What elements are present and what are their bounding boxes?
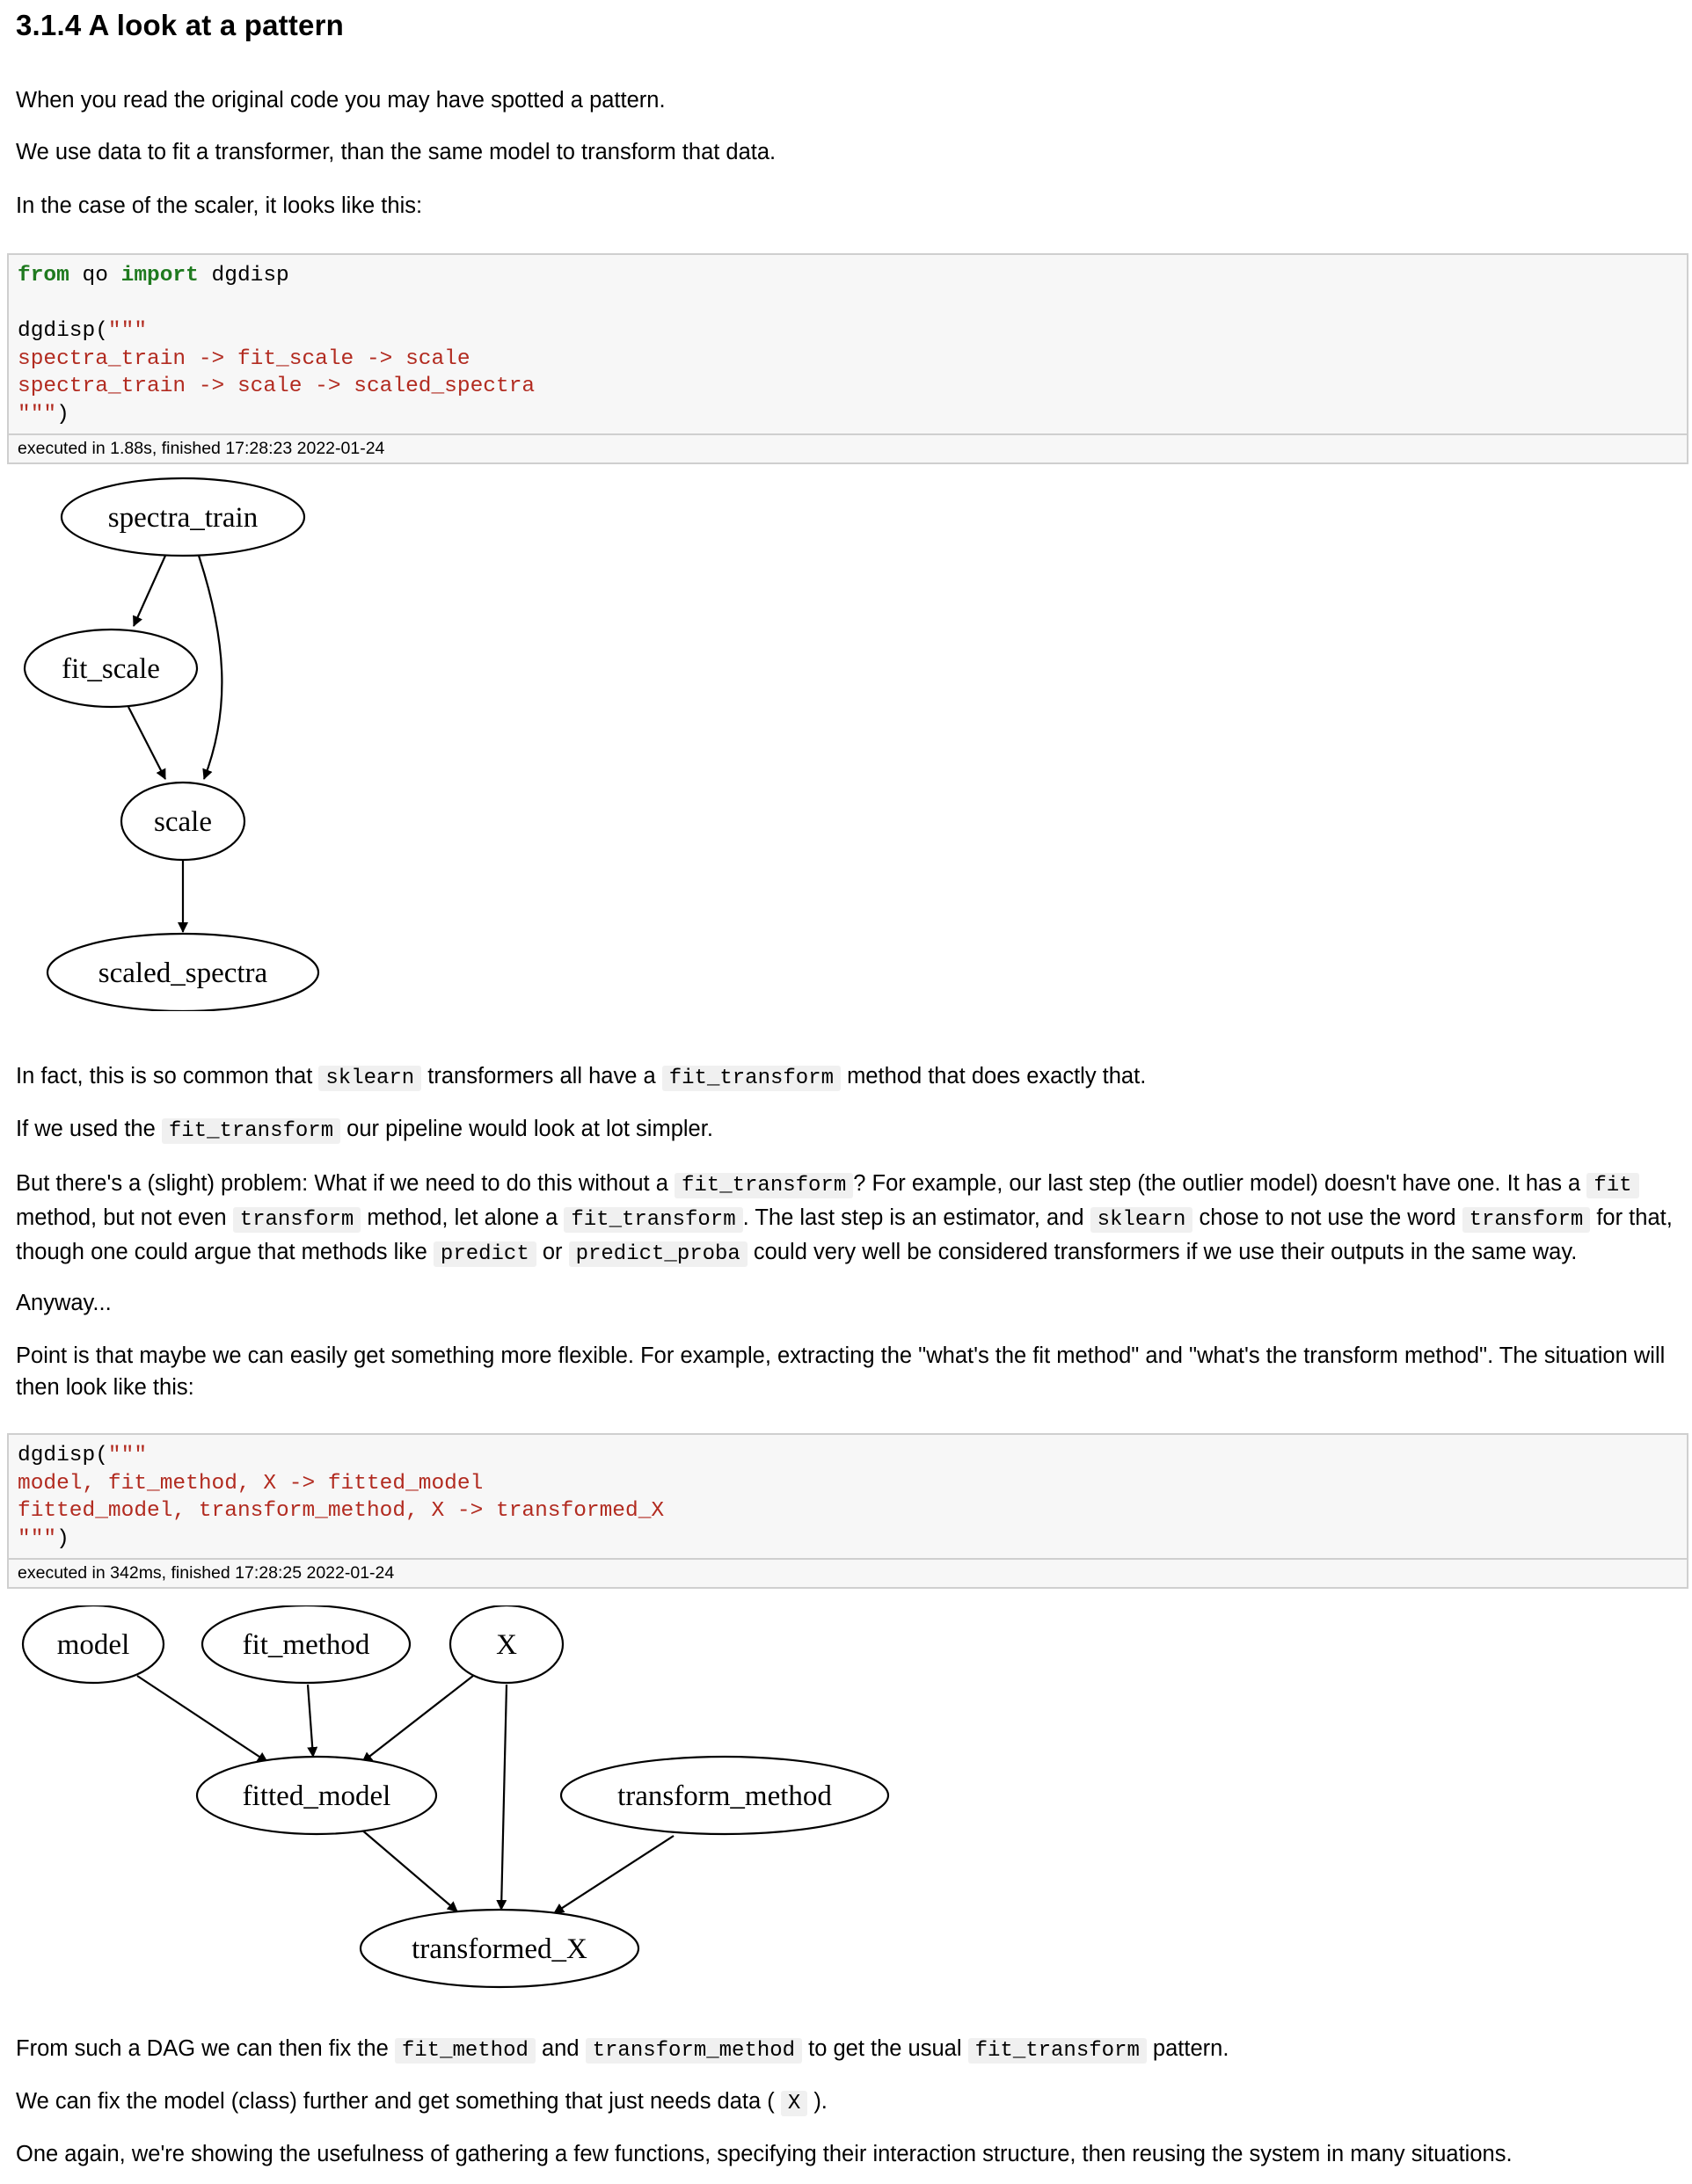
text: or: [536, 1240, 569, 1264]
inline-code: transform: [1462, 1207, 1591, 1233]
text: ).: [807, 2089, 828, 2114]
module-name: qo: [69, 264, 121, 288]
keyword-from: from: [18, 264, 69, 288]
keyword-import: import: [120, 264, 199, 288]
paragraph-9: [16, 2033, 1678, 2067]
label-transform-method: transform_method: [617, 1780, 832, 1812]
text: ? For example, our last step (the outlier model) doesn't have one. It has a: [853, 1171, 1587, 1196]
edge-x-to-transformed-x: [501, 1685, 507, 1910]
edge-transform-method-to-transformed-x: [554, 1836, 674, 1913]
paragraph-5: [16, 1113, 1678, 1147]
label-x: X: [496, 1629, 517, 1661]
code-cell-1[interactable]: [7, 253, 1688, 464]
label-fitted-model: fitted_model: [242, 1780, 391, 1812]
paragraph-8: Point is that maybe we can easily get something more flexible. For example, extracting the "what's the fit method" and "what's the transform method". The situation will then look like this:: [16, 1343, 1666, 1400]
call-close: ): [56, 402, 69, 426]
call-open: dgdisp(: [18, 1444, 108, 1467]
label-model: model: [56, 1629, 130, 1661]
imported-name: dgdisp: [198, 264, 289, 288]
text: for that, though one could argue that methods like: [16, 1205, 1673, 1264]
dag-graph-1: [0, 475, 369, 1011]
code-line-2: fitted_model, transform_method, X -> transformed_X: [18, 1499, 665, 1523]
edge-fitted-model-to-transformed-x: [361, 1829, 457, 1911]
text: If we used the: [16, 1117, 162, 1141]
code-line-2: spectra_train -> scale -> scaled_spectra: [18, 375, 536, 398]
label-scale: scale: [154, 806, 212, 838]
section-heading: 3.1.4 A look at a pattern: [16, 9, 344, 41]
text: . The last step is an estimator, and: [742, 1205, 1090, 1230]
label-spectra-train: spectra_train: [107, 502, 259, 534]
call-close: ): [56, 1526, 69, 1551]
inline-code: transform: [233, 1207, 361, 1233]
code-input-2[interactable]: [9, 1435, 1687, 1558]
paragraph-6: [16, 1168, 1678, 1270]
dag-graph-2: [0, 1605, 915, 1992]
inline-code: predict: [434, 1241, 536, 1267]
text: From such a DAG we can then fix the: [16, 2036, 395, 2061]
paragraph-10: [16, 2086, 1678, 2120]
label-scaled-spectra: scaled_spectra: [98, 957, 268, 989]
code-line-1: spectra_train -> fit_scale -> scale: [18, 346, 470, 371]
inline-code: predict_proba: [569, 1241, 748, 1267]
label-fit-scale: fit_scale: [62, 653, 160, 685]
text: transformers all have a: [421, 1064, 662, 1088]
edge-fit-scale-to-scale: [128, 707, 165, 779]
intro-paragraph-1: When you read the original code you may have spotted a pattern.: [16, 88, 666, 113]
execution-info-1: executed in 1.88s, finished 17:28:23 2022-01-24: [9, 433, 1687, 462]
paragraph-11: One again, we're showing the usefulness of gathering a few functions, specifying their interaction structure, then reusing the system in many situations.: [16, 2142, 1513, 2166]
string-close: """: [18, 402, 57, 426]
paragraph-4: [16, 1060, 1678, 1095]
text: In fact, this is so common that: [16, 1064, 319, 1088]
code-cell-2[interactable]: [7, 1433, 1688, 1589]
text: method, let alone a: [361, 1205, 565, 1230]
text: method that does exactly that.: [840, 1064, 1147, 1088]
inline-code: fit_transform: [675, 1173, 853, 1198]
string-open: """: [107, 1444, 148, 1467]
inline-code: transform_method: [586, 2038, 802, 2064]
text: chose to not use the word: [1192, 1205, 1462, 1230]
inline-code: sklearn: [1090, 1207, 1193, 1233]
inline-code: X: [781, 2091, 807, 2116]
inline-code: fit_method: [395, 2038, 536, 2064]
text: to get the usual: [802, 2036, 968, 2061]
edge-x-to-fitted-model: [362, 1676, 473, 1762]
text: But there's a (slight) problem: What if we need to do this without a: [16, 1171, 675, 1196]
text: We can fix the model (class) further and get something that just needs data (: [16, 2089, 781, 2114]
edge-fit-method-to-fitted-model: [308, 1685, 313, 1757]
edge-spectra-train-to-scale: [199, 556, 222, 779]
text: our pipeline would look at lot simpler.: [340, 1117, 713, 1141]
inline-code: fit_transform: [564, 1207, 742, 1233]
intro-paragraph-2: We use data to fit a transformer, than the same model to transform that data.: [16, 140, 777, 164]
text: and: [535, 2036, 586, 2061]
string-close: """: [18, 1526, 57, 1551]
inline-code: fit_transform: [968, 2038, 1147, 2064]
code-input-1[interactable]: [9, 255, 1687, 433]
execution-info-2: executed in 342ms, finished 17:28:25 2022-01-24: [9, 1558, 1687, 1587]
intro-paragraph-3: In the case of the scaler, it looks like this:: [16, 193, 423, 218]
inline-code: fit: [1586, 1173, 1638, 1198]
code-line-1: model, fit_method, X -> fitted_model: [18, 1471, 484, 1496]
text: method, but not even: [16, 1205, 233, 1230]
label-fit-method: fit_method: [242, 1629, 370, 1661]
inline-code: fit_transform: [662, 1066, 841, 1091]
paragraph-7: Anyway...: [16, 1291, 112, 1315]
inline-code: fit_transform: [162, 1118, 340, 1144]
edge-model-to-fitted-model: [137, 1676, 267, 1762]
edge-spectra-train-to-fit-scale: [134, 556, 165, 626]
label-transformed-x: transformed_X: [412, 1933, 587, 1965]
inline-code: sklearn: [318, 1066, 421, 1091]
text: could very well be considered transformers if we use their outputs in the same way.: [747, 1240, 1578, 1264]
string-open: """: [107, 319, 148, 343]
call-open: dgdisp(: [18, 319, 108, 343]
text: pattern.: [1146, 2036, 1229, 2061]
